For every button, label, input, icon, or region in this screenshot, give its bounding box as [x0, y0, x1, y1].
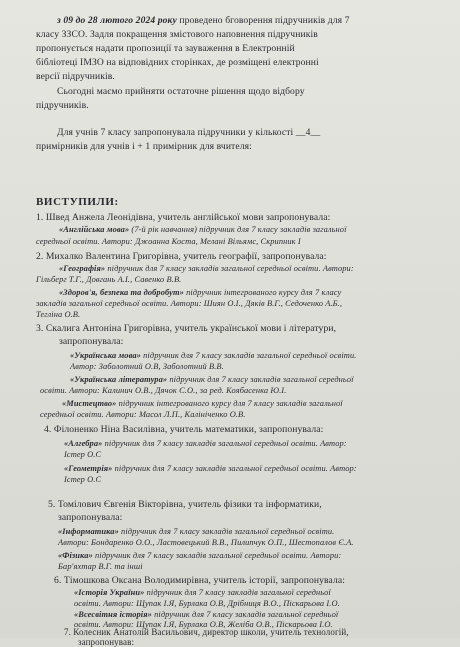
speaker-5-book-1-line-1: [58, 527, 334, 537]
speaker-1-name: 1. Швед Анжела Леонідівна, учитель англійської мови запропонувала:: [36, 212, 331, 223]
speaker-5-name: 5. Томілович Євгенія Вікторівна, учитель фізики та інформатики,: [48, 499, 322, 510]
intro-line-9: примірників для учнів і + 1 примірник для вчителя:: [36, 141, 252, 152]
speaker-5-book-2-line-2: Бар'яхтар В.Г. та інші: [58, 562, 143, 571]
speaker-4-book-2-line-2: Істер О.С: [64, 475, 102, 484]
book-title: «Українська мова»: [70, 351, 141, 360]
speaker-2-book-1-line-1: [59, 264, 354, 274]
speaker-4-name: 4. Філоненко Ніна Василівна, учитель математики, запропонувала:: [44, 424, 324, 435]
intro-line-2: класу ЗЗСО. Задля покращення змістового наповнення підручників: [36, 29, 318, 40]
book-desc: підручник для 7 класу закладів загальної середньої освіти.: [118, 527, 335, 536]
book-title: «Історія України»: [74, 588, 145, 597]
book-desc: підручник для 7 класу закладів загальної середньої: [144, 588, 331, 597]
book-title: «Алгебра»: [64, 439, 103, 448]
book-title: «Географія»: [59, 264, 106, 273]
speaker-6-book-1-line-1: [74, 588, 331, 598]
speaker-3-book-3-line-2: середньої освіти. Автори: Масол Л.П., Калініченко О.В.: [40, 410, 246, 419]
speaker-4-book-1-line-1: [64, 439, 347, 449]
intro-line-7: підручників.: [36, 100, 89, 111]
speaker-2-book-2-line-1: [59, 288, 341, 298]
speaker-5-book-2-line-1: [58, 551, 341, 561]
section-heading: ВИСТУПИЛИ:: [36, 196, 119, 208]
speaker-5-name-line-2: запропонувала:: [58, 512, 123, 523]
book-title: «Мистецтво»: [62, 399, 117, 408]
book-desc: підручник для 7 класу закладів загальної середньої освіти. Автори:: [105, 264, 354, 273]
book-title: «Фізика»: [58, 551, 93, 560]
speaker-3-book-1-line-1: [70, 351, 356, 361]
speaker-2-book-2-line-3: Тегліна О.В.: [36, 310, 81, 319]
speaker-1-book-1-line-1: [59, 225, 347, 235]
speaker-5-book-1-line-2: Автори: Бондаренко О.О., Ластовецький В.В., Пилипчук О.П., Шестопалов Є.А.: [58, 538, 354, 547]
speaker-1-book-1-line-2: середньої освіти. Автори: Джоанна Коста, Мелані Вільямс, Скрипник І: [36, 237, 301, 246]
speaker-2-book-2-line-2: закладів загальної середньої освіти. Автори: Шиян О.І., Дяків В.Г., Седоченко А.Б.,: [36, 299, 343, 308]
speaker-3-name-line-2: запропонувала:: [59, 336, 124, 347]
book-title: «Англійська мова»: [59, 225, 130, 234]
book-title: «Геометрія»: [64, 464, 113, 473]
speaker-4-book-1-line-2: Істер О.С: [64, 450, 102, 459]
book-desc: підручник інтегрованого курсу для 7 класу: [183, 288, 342, 297]
book-desc: (7-й рік навчання) підручник для 7 класу закладів загальної: [129, 225, 347, 234]
book-desc: підручник для 7 класу закладів загальної середньої: [167, 375, 354, 384]
speaker-3-book-3-line-1: [62, 399, 343, 409]
book-desc: підручник для 7 класу закладів загальної середньої: [151, 610, 339, 619]
intro-line-3: пропонується надати пропозиції та зауваження в Електронній: [36, 43, 295, 54]
speaker-2-name: 2. Михалко Валентина Григорівна, учитель географії, запропонувала:: [36, 251, 327, 262]
speaker-7-name-line-2: запропонував:: [78, 637, 135, 647]
speaker-2-book-1-line-2: Гільберг Т.Г., Довгань А.І., Савенко В.В.: [36, 275, 182, 284]
intro-line-6: Сьогодні маємо прийняти остаточне рішення щодо відбору: [57, 86, 305, 97]
speaker-7-name: 7. Колесник Анатолій Васильович, директор школи, учитель технологій,: [64, 627, 349, 637]
speaker-6-name: 6. Тімошкова Оксана Володимирівна, учитель історії, запропонувала:: [54, 575, 346, 586]
meeting-dates: з 09 до 28 лютого 2024 року: [57, 15, 177, 26]
book-desc: підручник для 7 класу закладів загальної середньої освіти.: [140, 351, 357, 360]
book-title: «Українська література»: [70, 375, 168, 384]
intro-line-8-text: Для учнів 7 класу запропонувала підручники у кількості: [57, 127, 294, 138]
copies-count: __4__: [295, 127, 321, 138]
intro-line-1: [57, 15, 350, 26]
speaker-3-name: 3. Скалига Антоніна Григорівна, учитель української мови і літератури,: [36, 323, 337, 334]
speaker-6-book-2-line-2: освіти. Автори: Щупак І.Я, Бурлака О.В, Желіба О.В., Піскарьова І.О.: [74, 620, 333, 629]
book-desc: підручник для 7 класу закладів загальної середньої освіти. Автор:: [112, 464, 357, 473]
speaker-6-book-1-line-2: освіти. Автори: Щупак І.Я, Бурлака О.В, Дрібниця В.О., Піскарьова І.О.: [74, 599, 340, 608]
book-desc: підручник для 7 класу закладів загальної середньої освіти. Автор:: [102, 439, 347, 448]
book-title: «Всесвітня історія»: [74, 610, 152, 619]
intro-line-1-rest: проведено бговорення підручників для 7: [179, 15, 350, 26]
book-title: «Інформатика»: [58, 527, 119, 536]
speaker-3-book-2-line-1: [70, 375, 354, 385]
speaker-4-book-2-line-1: [64, 464, 357, 474]
book-desc: підручник для 7 класу закладів загальної середньої освіти. Автори:: [92, 551, 342, 560]
book-desc: підручник інтегрованого курсу для 7 класу закладів загальної: [116, 399, 343, 408]
book-title: «Здоров'я, безпека та добробут»: [59, 288, 184, 297]
speaker-6-book-2-line-1: [74, 610, 338, 620]
intro-line-4: бібліотеці ІМЗО на відповідних сторінках, де розміщені електронні: [36, 57, 319, 68]
speaker-3-book-2-line-2: освіти. Автори: Калинич О.В., Дячок С.О., за ред. Коябасенка Ю.І.: [40, 386, 287, 395]
intro-line-5: версії підручників.: [36, 71, 115, 82]
intro-line-8: [57, 127, 320, 138]
speaker-3-book-1-line-2: Автор: Заболотний О.В, Заболотний В.В.: [70, 362, 224, 371]
